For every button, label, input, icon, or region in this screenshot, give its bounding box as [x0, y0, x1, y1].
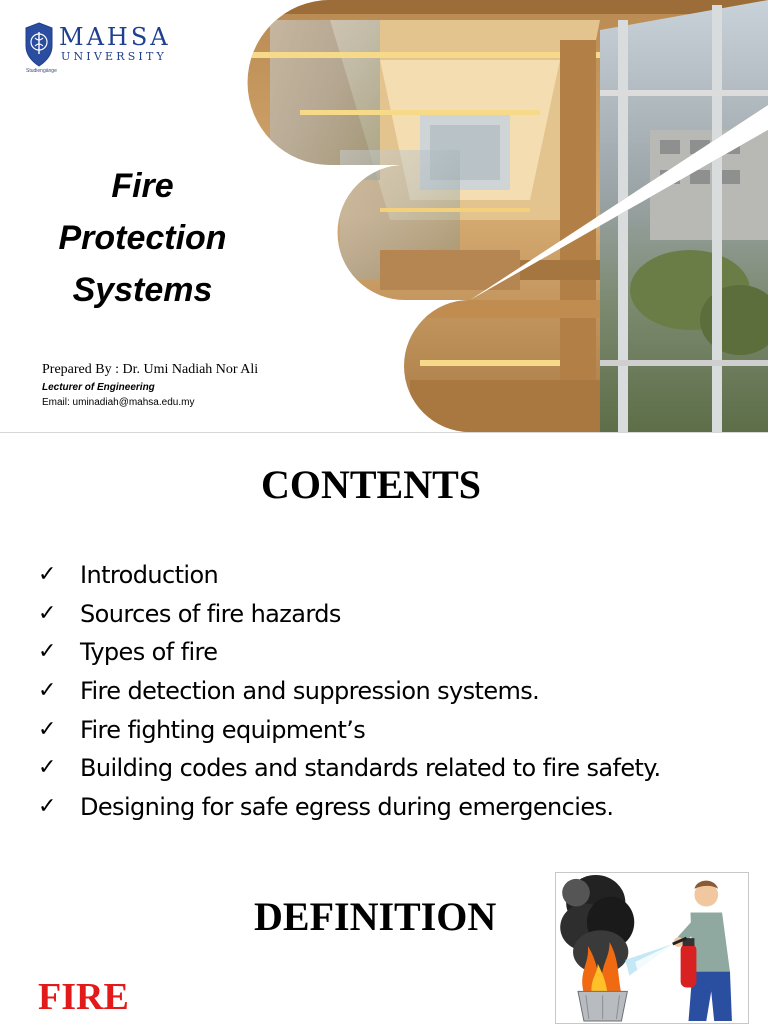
- author-role: Lecturer of Engineering: [42, 382, 155, 393]
- list-item: [38, 788, 661, 827]
- list-item-text: Types of fire: [80, 638, 218, 667]
- list-item: [38, 556, 661, 595]
- title-line-2: Protection: [58, 219, 227, 257]
- checkmark-icon: ✓: [38, 755, 57, 781]
- list-item-text: Building codes and standards related to fire safety.: [80, 754, 661, 783]
- mahsa-logo[interactable]: [22, 20, 192, 78]
- contents-heading: CONTENTS: [260, 462, 482, 507]
- checkmark-icon: ✓: [38, 600, 57, 626]
- list-item: [38, 749, 661, 788]
- checkmark-icon: ✓: [38, 562, 57, 588]
- list-item-text: Designing for safe egress during emergencies.: [80, 792, 614, 821]
- checkmark-icon: ✓: [38, 793, 57, 819]
- checkmark-icon: ✓: [38, 716, 57, 742]
- list-item-text: Fire detection and suppression systems.: [80, 677, 540, 706]
- list-item-text: Sources of fire hazards: [80, 599, 341, 628]
- list-item: [38, 672, 661, 711]
- list-item: [38, 595, 661, 634]
- fire-term: FIRE: [38, 976, 129, 1018]
- university-emblem-icon: [24, 22, 54, 68]
- logo-subtitle: UNIVERSITY: [61, 50, 167, 63]
- contents-list: [38, 556, 661, 826]
- list-item: [38, 710, 661, 749]
- logo-motto: Studiengänge: [26, 68, 57, 74]
- fire-extinguisher-illustration: [555, 872, 749, 1024]
- slide-divider: [0, 432, 768, 433]
- title-slide: [0, 0, 768, 432]
- firefighter-extinguishing-icon: [556, 873, 748, 1023]
- checkmark-icon: ✓: [38, 639, 57, 665]
- logo-wordmark: MAHSA: [59, 23, 171, 51]
- checkmark-icon: ✓: [38, 678, 57, 704]
- author-email[interactable]: Email: uminadiah@mahsa.edu.my: [42, 397, 195, 408]
- definition-heading: DEFINITION: [254, 894, 497, 939]
- title-line-1: Fire: [111, 167, 174, 205]
- list-item-text: Fire fighting equipment’s: [80, 715, 366, 744]
- title-line-3: Systems: [72, 271, 213, 309]
- presentation-title: [30, 160, 255, 316]
- list-item-text: Introduction: [80, 561, 219, 590]
- list-item: [38, 633, 661, 672]
- prepared-by: Prepared By : Dr. Umi Nadiah Nor Ali: [42, 362, 259, 377]
